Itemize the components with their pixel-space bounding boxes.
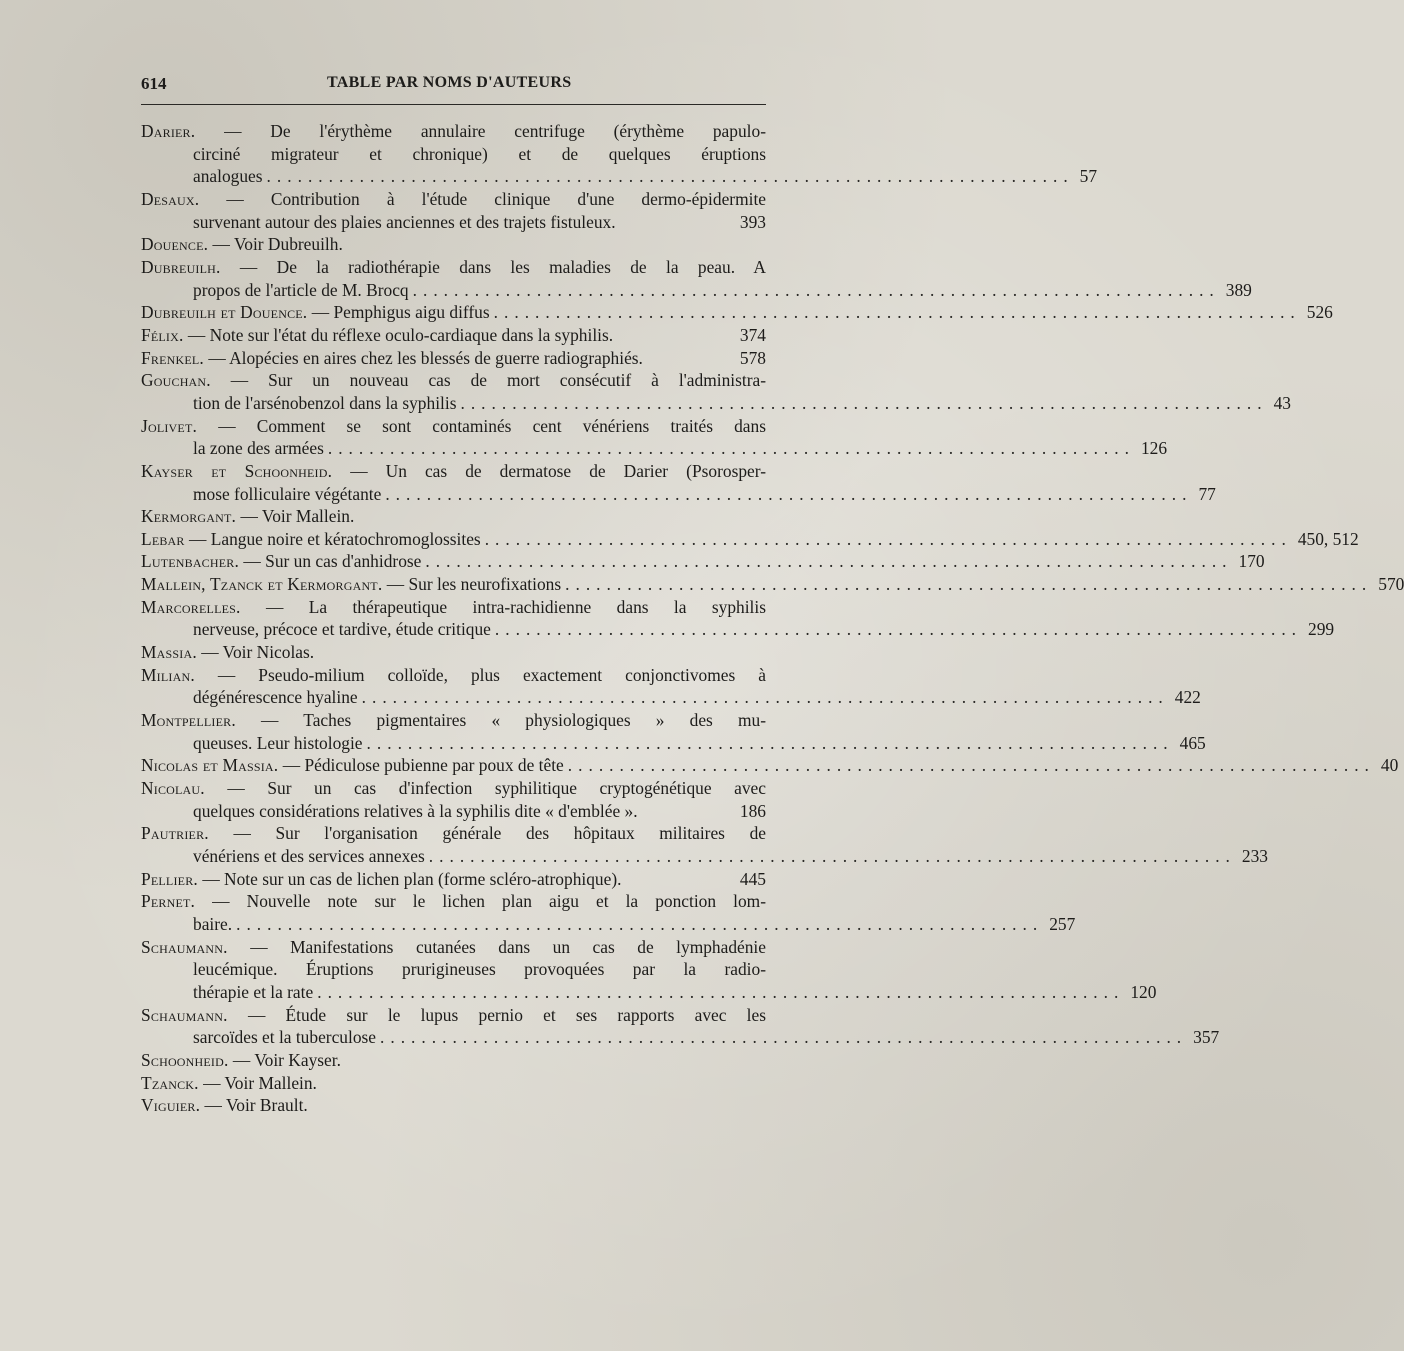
index-entry	[141, 1049, 766, 1072]
page-header	[141, 74, 766, 98]
page-number: 614	[141, 74, 167, 93]
index-entry	[141, 460, 1216, 505]
entry-last-line	[141, 845, 1268, 868]
entry-line-text	[141, 868, 621, 891]
author-name: Lutenbacher.	[141, 551, 240, 572]
index-entry	[141, 120, 1098, 188]
entry-line-text	[193, 165, 263, 188]
entry-title-end: dégénérescence hyaline	[193, 687, 358, 708]
entry-line	[141, 188, 766, 211]
entry-line-text	[193, 392, 456, 415]
dot-leader: ..............................................................................	[493, 302, 1301, 323]
entry-title: leucémique. Éruptions prurigineuses provoquées par la radio-	[193, 959, 766, 980]
entry-title-end: — Pédiculose pubienne par poux de tête	[282, 755, 564, 776]
author-name: Dubreuilh.	[141, 256, 221, 277]
entry-title-end: nerveuse, précoce et tardive, étude critique	[193, 619, 491, 640]
running-title: TABLE PAR NOMS D'AUTEURS	[327, 74, 572, 91]
author-name: Pernet.	[141, 891, 196, 912]
entry-title-end: propos de l'article de M. Brocq	[193, 279, 409, 300]
entry-title: — Sur un cas d'infection syphilitique cryptogénétique avec	[227, 778, 766, 799]
entry-last-line	[141, 392, 1291, 415]
author-name: Marcorelles.	[141, 596, 241, 617]
entry-line	[141, 890, 766, 913]
cross-reference: — Voir Kayser.	[232, 1049, 341, 1070]
author-name: Massia.	[141, 642, 197, 663]
entry-title: — Comment se sont contaminés cent vénériens traités dans	[218, 415, 766, 436]
author-index	[141, 120, 1404, 1117]
entry-last-line	[141, 732, 1206, 755]
entry-title-end: sarcoïdes et la tuberculose	[193, 1027, 377, 1048]
entry-last-line	[141, 550, 1265, 573]
author-name: Mallein, Tzanck et Kermorgant.	[141, 574, 383, 595]
index-entry	[141, 641, 766, 664]
dot-leader: ..............................................................................	[327, 438, 1135, 459]
entry-line-text	[141, 347, 643, 370]
author-name: Gouchan.	[141, 370, 211, 391]
page-reference: 299	[1308, 619, 1335, 640]
entry-last-line	[141, 437, 1168, 460]
entry-last-line	[141, 618, 1335, 641]
entry-last-line	[141, 211, 766, 234]
author-name: Pautrier.	[141, 823, 209, 844]
page-reference: 357	[1193, 1027, 1220, 1048]
entry-line	[141, 958, 766, 981]
dot-leader: ..............................................................................	[236, 913, 1044, 934]
dot-leader: ..............................................................................	[361, 687, 1169, 708]
entry-title-end: — Pemphigus aigu diffus	[311, 302, 490, 323]
entry-line	[141, 415, 766, 438]
entry-line	[141, 256, 766, 279]
dot-leader: ..............................................................................	[385, 483, 1193, 504]
entry-last-line	[141, 165, 1098, 188]
entry-line	[141, 777, 766, 800]
entry-line-text	[193, 845, 425, 868]
entry-line	[141, 369, 766, 392]
index-entry	[141, 709, 1206, 754]
entry-line	[141, 1004, 766, 1027]
entry-line-text	[141, 573, 561, 596]
index-entry	[141, 1094, 766, 1117]
index-entry	[141, 754, 1399, 777]
author-name: Desaux.	[141, 188, 200, 209]
index-entry	[141, 822, 1268, 867]
entry-title: — Nouvelle note sur le lichen plan aigu et la ponction lom-	[212, 891, 766, 912]
author-name: Schaumann.	[141, 1004, 228, 1025]
entry-title: — Un cas de dermatose de Darier (Psorosper-	[350, 460, 766, 481]
entry-line-text	[193, 1026, 376, 1049]
entry-title-end: thérapie et la rate	[193, 981, 314, 1002]
author-name: Montpellier.	[141, 710, 236, 731]
entry-line-text	[141, 754, 564, 777]
dot-leader: ..............................................................................	[565, 574, 1373, 595]
entry-line-text	[193, 437, 324, 460]
entry-title-end: analogues	[193, 166, 263, 187]
dot-leader: ..............................................................................	[494, 619, 1303, 640]
index-entry	[141, 936, 1157, 1004]
page-reference: 422	[1174, 687, 1201, 708]
page-reference: 465	[1179, 732, 1206, 753]
dot-leader: ..............................................................................	[460, 392, 1268, 413]
entry-last-line	[141, 528, 1359, 551]
page-reference: 257	[1049, 913, 1076, 934]
entry-last-line	[141, 981, 1157, 1004]
page-reference: 43	[1273, 392, 1291, 413]
entry-title: — La thérapeutique intra-rachidienne dans la syphilis	[265, 596, 766, 617]
entry-title-end: survenant autour des plaies anciennes et des trajets fistuleux.	[193, 211, 616, 232]
dot-leader: ..............................................................................	[428, 846, 1236, 866]
page-reference: 450, 512	[1297, 528, 1359, 549]
dot-leader: ..............................................................................	[317, 981, 1125, 1002]
entry-line	[141, 709, 766, 732]
entry-last-line	[141, 324, 766, 347]
index-entry	[141, 1004, 1220, 1049]
entry-title-end: tion de l'arsénobenzol dans la syphilis	[193, 392, 457, 413]
entry-title: — Manifestations cutanées dans un cas de lymphadénie	[250, 936, 766, 957]
entry-line-text	[141, 324, 613, 347]
dot-leader: ..............................................................................	[567, 755, 1375, 776]
entry-line-text	[193, 981, 313, 1004]
entry-title-end: — Note sur l'état du réflexe oculo-cardiaque dans la syphilis.	[187, 324, 614, 345]
dot-leader: ..............................................................................	[266, 166, 1074, 187]
index-entry	[141, 664, 1201, 709]
entry-line-text	[193, 800, 638, 823]
page-reference: 186	[739, 800, 766, 821]
index-entry	[141, 550, 1265, 573]
entry-line	[141, 460, 766, 483]
page-reference: 570	[1378, 574, 1404, 595]
entry-title-end: mose folliculaire végétante	[193, 483, 382, 504]
entry-last-line	[141, 800, 766, 823]
entry-title-end: vénériens et des services annexes	[193, 846, 425, 866]
entry-line-text	[193, 211, 616, 234]
dot-leader: ..............................................................................	[380, 1027, 1188, 1048]
author-name: Frenkel.	[141, 347, 204, 368]
entry-line-text	[193, 732, 363, 755]
entry-title: — De la radiothérapie dans les maladies de la peau. A	[239, 256, 766, 277]
page-reference: 77	[1198, 483, 1216, 504]
entry-last-line	[141, 754, 1399, 777]
page-reference: 120	[1130, 981, 1157, 1002]
entry-line	[141, 936, 766, 959]
author-name: Félix.	[141, 324, 184, 345]
index-entry	[141, 188, 766, 233]
author-name: Darier.	[141, 121, 196, 141]
cross-reference: — Voir Mallein.	[203, 1072, 317, 1093]
page-reference: 40	[1380, 755, 1399, 776]
author-name: Kayser et Schoonheid.	[141, 460, 333, 481]
entry-line-text	[193, 279, 409, 302]
author-name: Nicolau.	[141, 778, 205, 799]
author-name: Schoonheid.	[141, 1049, 229, 1070]
page-reference: 126	[1140, 438, 1168, 459]
entry-last-line	[141, 913, 1076, 936]
cross-reference: — Voir Nicolas.	[201, 642, 315, 663]
dot-leader: ..............................................................................	[366, 732, 1174, 753]
entry-title: — Pseudo-milium colloïde, plus exactement conjonctivomes à	[217, 664, 766, 685]
entry-title: circiné migrateur et chronique) et de quelques éruptions	[193, 143, 766, 164]
entry-last-line	[141, 279, 1252, 302]
entry-title-end: — Langue noire et kératochromoglossites	[189, 528, 481, 549]
author-name: Lebar	[141, 528, 185, 549]
page-reference: 578	[739, 347, 766, 368]
entry-title: — Taches pigmentaires « physiologiques » des mu-	[261, 710, 766, 731]
entry-title-end: — Alopécies en aires chez les blessés de guerre radiographiés.	[208, 347, 643, 368]
entry-line-text	[141, 550, 421, 573]
author-name: Kermorgant.	[141, 506, 237, 527]
page-reference: 170	[1238, 551, 1265, 572]
index-entry	[141, 890, 1076, 935]
page-reference: 233	[1241, 846, 1268, 866]
entry-title-end: — Sur les neurofixations	[386, 574, 562, 595]
entry-last-line	[141, 1026, 1220, 1049]
cross-reference: — Voir Mallein.	[240, 506, 355, 527]
entry-title: — Étude sur le lupus pernio et ses rapports avec les	[247, 1004, 766, 1025]
entry-title-end: queuses. Leur histologie	[193, 732, 363, 753]
page-reference: 393	[739, 211, 766, 232]
author-name: Dubreuilh et Douence.	[141, 302, 308, 323]
dot-leader: ..............................................................................	[412, 279, 1220, 300]
entry-title-end: — Sur un cas d'anhidrose	[243, 551, 422, 572]
index-entry	[141, 1072, 766, 1095]
index-entry	[141, 528, 1359, 551]
entry-title: — De l'érythème annulaire centrifuge (érythème papulo-	[224, 121, 766, 141]
entry-line-text	[193, 686, 358, 709]
entry-line	[141, 120, 766, 143]
cross-reference: — Voir Dubreuilh.	[212, 234, 343, 255]
author-name: Viguier.	[141, 1095, 201, 1116]
entry-title: — Sur un nouveau cas de mort consécutif à l'administra-	[230, 370, 766, 391]
author-name: Douence.	[141, 234, 209, 255]
page-reference: 445	[739, 868, 766, 889]
index-entry	[141, 596, 1335, 641]
entry-line	[141, 596, 766, 619]
index-entry	[141, 369, 1291, 414]
index-entry	[141, 233, 766, 256]
author-name: Milian.	[141, 664, 195, 685]
entry-line-text	[141, 301, 490, 324]
index-entry	[141, 505, 766, 528]
index-entry	[141, 347, 766, 370]
entry-last-line	[141, 483, 1216, 506]
entry-last-line	[141, 686, 1201, 709]
entry-title-end: — Note sur un cas de lichen plan (forme scléro-atrophique).	[202, 868, 622, 889]
page-reference: 389	[1225, 279, 1252, 300]
index-entry	[141, 777, 766, 822]
author-name: Nicolas et Massia.	[141, 755, 279, 776]
index-entry	[141, 868, 766, 891]
entry-last-line	[141, 868, 766, 891]
entry-last-line	[141, 301, 1333, 324]
entry-line	[141, 143, 766, 166]
author-name: Tzanck.	[141, 1072, 199, 1093]
index-entry	[141, 256, 1252, 301]
index-entry	[141, 573, 1404, 596]
dot-leader: ..............................................................................	[425, 551, 1233, 572]
index-entry	[141, 415, 1168, 460]
page-reference: 526	[1306, 302, 1333, 323]
entry-title-end: la zone des armées	[193, 438, 324, 459]
index-entry	[141, 324, 766, 347]
author-name: Jolivet.	[141, 415, 198, 436]
header-rule	[141, 104, 766, 105]
page-reference: 374	[739, 324, 766, 345]
entry-title-end: baire.	[193, 913, 233, 934]
author-name: Schaumann.	[141, 936, 228, 957]
entry-line-text	[193, 483, 381, 506]
entry-line-text	[141, 528, 481, 551]
entry-last-line	[141, 347, 766, 370]
entry-line-text	[193, 618, 491, 641]
entry-line	[141, 822, 766, 845]
entry-title-end: quelques considérations relatives à la syphilis dite « d'emblée ».	[193, 800, 638, 821]
entry-line	[141, 664, 766, 687]
author-name: Pellier.	[141, 868, 198, 889]
entry-line-text	[193, 913, 232, 936]
dot-leader: ..............................................................................	[484, 528, 1292, 549]
entry-last-line	[141, 573, 1404, 596]
entry-title: — Sur l'organisation générale des hôpitaux militaires de	[233, 823, 766, 844]
index-entry	[141, 301, 1333, 324]
entry-title: — Contribution à l'étude clinique d'une dermo-épidermite	[226, 188, 766, 209]
cross-reference: — Voir Brault.	[204, 1095, 308, 1116]
page-reference: 57	[1079, 166, 1098, 187]
